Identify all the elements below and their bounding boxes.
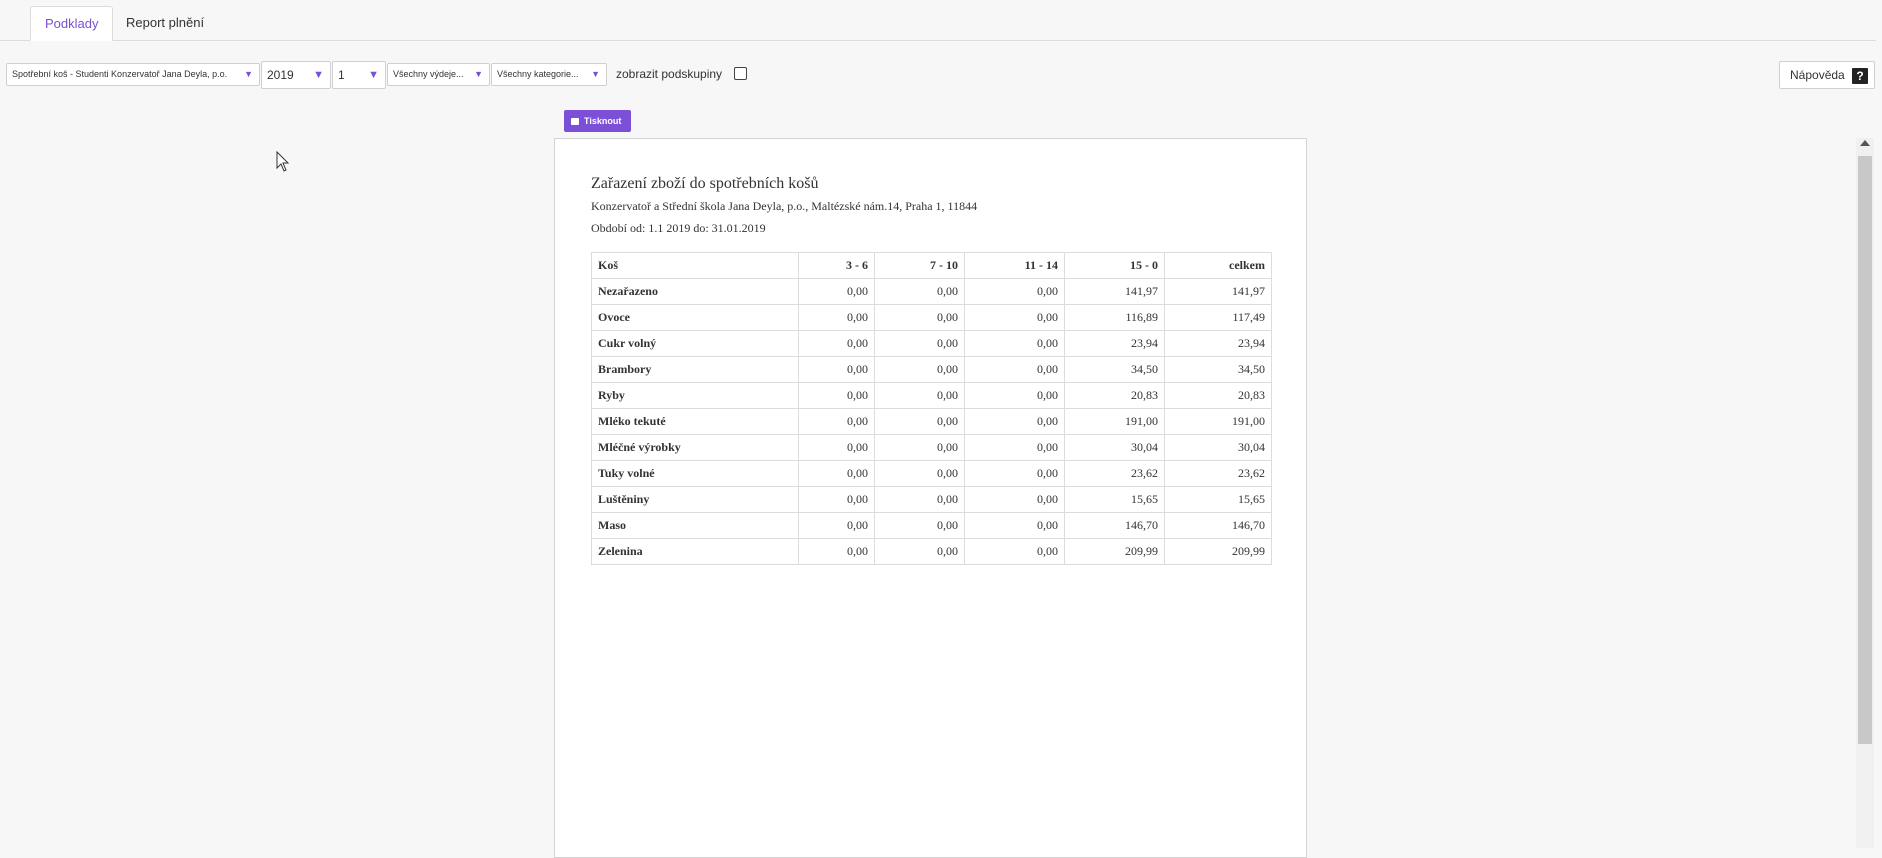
table-cell: 0,00 (875, 357, 965, 383)
tab-report-plneni[interactable]: Report plnění (126, 15, 205, 30)
table-cell: 0,00 (875, 487, 965, 513)
row-label: Maso (592, 513, 799, 539)
table-cell: 34,50 (1065, 357, 1165, 383)
column-header: 15 - 0 (1065, 253, 1165, 279)
table-row (592, 409, 1272, 435)
table-cell: 23,62 (1065, 461, 1165, 487)
report-title: Zařazení zboží do spotřebních košů (591, 175, 819, 192)
report-table (591, 252, 1272, 565)
table-cell: 0,00 (875, 383, 965, 409)
table-cell: 146,70 (1165, 513, 1272, 539)
column-header: 11 - 14 (965, 253, 1065, 279)
table-cell: 0,00 (965, 305, 1065, 331)
mouse-cursor-icon (276, 151, 290, 173)
table-cell: 0,00 (965, 435, 1065, 461)
table-cell: 0,00 (965, 487, 1065, 513)
row-label: Nezařazeno (592, 279, 799, 305)
outlet-select[interactable] (387, 63, 490, 86)
table-cell: 0,00 (965, 539, 1065, 565)
row-label: Cukr volný (592, 331, 799, 357)
table-cell: 0,00 (875, 279, 965, 305)
outlet-select-value: Všechny výdeje... (393, 69, 464, 79)
table-cell: 0,00 (965, 409, 1065, 435)
column-header: Koš (592, 253, 799, 279)
help-button[interactable] (1779, 61, 1875, 89)
column-header: 3 - 6 (799, 253, 875, 279)
report-subtitle: Konzervatoř a Střední škola Jana Deyla, p.o., Maltézské nám.14, Praha 1, 11844 (591, 199, 978, 213)
report-paper (554, 138, 1307, 858)
print-button[interactable] (564, 110, 631, 132)
row-label: Mléčné výrobky (592, 435, 799, 461)
table-cell: 0,00 (799, 487, 875, 513)
table-row (592, 513, 1272, 539)
table-cell: 0,00 (799, 513, 875, 539)
chevron-down-icon: ▼ (368, 69, 379, 81)
table-cell: 209,99 (1165, 539, 1272, 565)
chevron-down-icon: ▼ (474, 69, 483, 79)
show-subgroups-checkbox[interactable] (734, 67, 747, 80)
table-row (592, 487, 1272, 513)
scroll-thumb[interactable] (1858, 156, 1872, 744)
table-row (592, 539, 1272, 565)
table-cell: 30,04 (1065, 435, 1165, 461)
basket-select[interactable] (6, 63, 260, 86)
table-cell: 0,00 (799, 409, 875, 435)
table-cell: 0,00 (965, 357, 1065, 383)
row-label: Ovoce (592, 305, 799, 331)
table-cell: 0,00 (965, 331, 1065, 357)
table-cell: 0,00 (965, 513, 1065, 539)
basket-select-value: Spotřební koš - Studenti Konzervatoř Jana Deyla, p.o. (12, 69, 228, 79)
table-cell: 0,00 (875, 409, 965, 435)
table-cell: 209,99 (1065, 539, 1165, 565)
chevron-down-icon: ▼ (591, 69, 600, 79)
tab-bar (0, 0, 1876, 41)
table-cell: 0,00 (799, 357, 875, 383)
table-cell: 191,00 (1065, 409, 1165, 435)
table-cell: 0,00 (799, 305, 875, 331)
chevron-down-icon: ▼ (244, 69, 253, 79)
table-cell: 146,70 (1065, 513, 1165, 539)
table-cell: 0,00 (799, 331, 875, 357)
table-cell: 0,00 (875, 305, 965, 331)
table-cell: 0,00 (965, 383, 1065, 409)
row-label: Brambory (592, 357, 799, 383)
table-cell: 0,00 (965, 461, 1065, 487)
table-row (592, 279, 1272, 305)
category-select[interactable] (491, 63, 607, 86)
table-cell: 116,89 (1065, 305, 1165, 331)
row-label: Luštěniny (592, 487, 799, 513)
table-cell: 191,00 (1165, 409, 1272, 435)
table-row (592, 357, 1272, 383)
help-button-label: Nápověda (1790, 68, 1845, 82)
column-header: 7 - 10 (875, 253, 965, 279)
table-cell: 30,04 (1165, 435, 1272, 461)
table-cell: 20,83 (1065, 383, 1165, 409)
table-header-row (592, 253, 1272, 279)
table-cell: 141,97 (1165, 279, 1272, 305)
show-subgroups-label: zobrazit podskupiny (616, 67, 723, 81)
table-cell: 23,62 (1165, 461, 1272, 487)
table-row (592, 305, 1272, 331)
table-cell: 0,00 (875, 331, 965, 357)
table-cell: 141,97 (1065, 279, 1165, 305)
table-cell: 23,94 (1165, 331, 1272, 357)
table-cell: 0,00 (875, 539, 965, 565)
table-cell: 0,00 (875, 513, 965, 539)
table-cell: 0,00 (799, 435, 875, 461)
row-label: Zelenina (592, 539, 799, 565)
column-header: celkem (1165, 253, 1272, 279)
table-cell: 0,00 (875, 461, 965, 487)
table-row (592, 461, 1272, 487)
table-cell: 117,49 (1165, 305, 1272, 331)
category-select-value: Všechny kategorie... (497, 69, 579, 79)
table-cell: 15,65 (1065, 487, 1165, 513)
table-cell: 0,00 (875, 435, 965, 461)
chevron-down-icon: ▼ (313, 69, 324, 81)
year-select-value: 2019 (267, 68, 294, 82)
table-row (592, 435, 1272, 461)
scroll-up-arrow-icon[interactable] (1860, 140, 1870, 146)
table-cell: 0,00 (799, 383, 875, 409)
row-label: Tuky volné (592, 461, 799, 487)
month-select[interactable] (332, 61, 386, 89)
table-row (592, 331, 1272, 357)
printer-icon (571, 118, 579, 125)
report-period: Období od: 1.1 2019 do: 31.01.2019 (591, 221, 766, 235)
year-select[interactable] (261, 61, 331, 89)
table-row (592, 383, 1272, 409)
table-cell: 0,00 (799, 539, 875, 565)
table-cell: 0,00 (799, 279, 875, 305)
table-cell: 23,94 (1065, 331, 1165, 357)
table-cell: 0,00 (965, 279, 1065, 305)
table-cell: 20,83 (1165, 383, 1272, 409)
tab-podklady[interactable]: Podklady (30, 6, 113, 41)
row-label: Mléko tekuté (592, 409, 799, 435)
print-button-label: Tisknout (584, 116, 622, 126)
month-select-value: 1 (338, 68, 345, 82)
table-cell: 15,65 (1165, 487, 1272, 513)
row-label: Ryby (592, 383, 799, 409)
table-cell: 34,50 (1165, 357, 1272, 383)
question-icon: ? (1852, 68, 1868, 84)
table-cell: 0,00 (799, 461, 875, 487)
scrollbar[interactable] (1856, 138, 1874, 848)
